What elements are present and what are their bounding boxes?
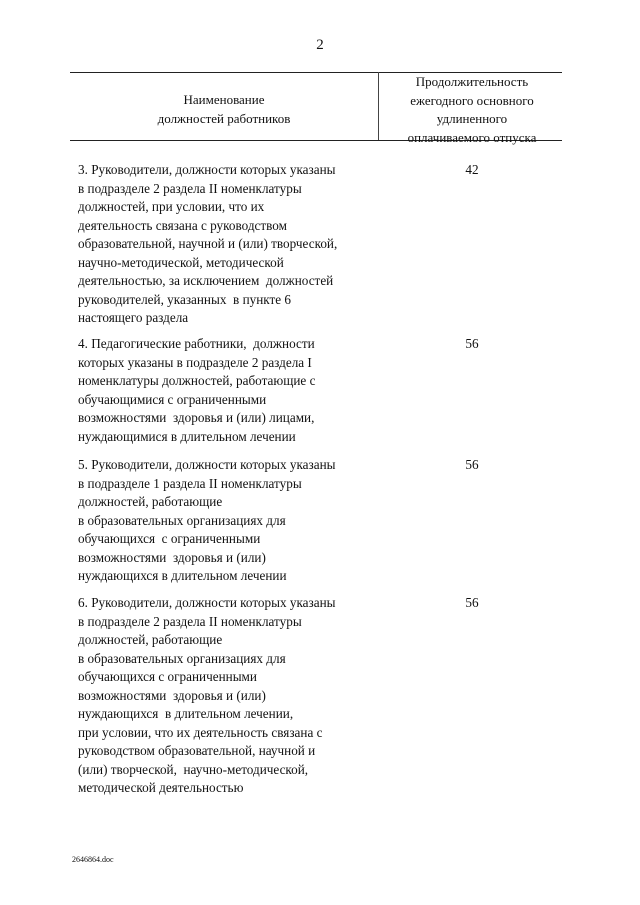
table-row-5-position (78, 456, 378, 586)
row-text-line: методической деятельностью (78, 780, 244, 795)
column-header-duration-line: оплачиваемого отпуска (407, 129, 537, 145)
row-text-line: деятельностью, за исключением должностей (78, 273, 334, 288)
row-text-line: номенклатуры должностей, работающие с (78, 373, 316, 388)
column-header-duration-line: Продолжительность (415, 74, 529, 89)
row-text-line: 5. Руководители, должности которых указаны (78, 457, 336, 472)
row-text-line: должностей, работающие (78, 494, 223, 509)
column-header-position-name (70, 90, 378, 128)
row-text-line: 6. Руководители, должности которых указаны (78, 595, 336, 610)
row-text-line: обучающихся с ограниченными (78, 531, 261, 546)
row-text-line: в подразделе 1 раздела II номенклатуры (78, 475, 302, 491)
row-text-line: образовательной, научной и (или) творческой, (78, 236, 338, 251)
row-text-line: возможностями здоровья и (или) лицами, (78, 410, 315, 425)
table-row-6-days: 56 (465, 595, 479, 610)
row-text-line: которых указаны в подразделе 2 раздела I (78, 354, 312, 370)
row-text-line: нуждающихся в длительном лечении (78, 568, 287, 583)
row-text-line: возможностями здоровья и (или) (78, 687, 266, 703)
row-text-line: настоящего раздела (78, 310, 189, 325)
row-text-line: деятельность связана с руководством (78, 217, 287, 233)
column-header-name-line: Наименование (183, 92, 265, 107)
header-column-divider (378, 72, 379, 140)
column-header-duration-line: ежегодного основного (410, 92, 534, 108)
row-text-line: нуждающимися в длительном лечении (78, 428, 296, 444)
row-text-line: в образовательных организациях для (78, 512, 286, 528)
row-text-line: обучающихся с ограниченными (78, 669, 257, 684)
row-text-line: возможностями здоровья и (или) (78, 549, 266, 565)
row-text-line: обучающимися с ограниченными (78, 391, 267, 407)
table-row-3-position (78, 161, 378, 328)
column-header-name-line: должностей работников (157, 111, 291, 126)
row-text-line: должностей, работающие (78, 632, 223, 647)
row-text-line: должностей, при условии, что их (78, 199, 265, 214)
row-text-line: 3. Руководители, должности которых указаны (78, 162, 336, 177)
column-header-leave-duration (380, 73, 564, 147)
row-text-line: нуждающихся в длительном лечении, (78, 706, 294, 721)
row-text-line: 4. Педагогические работники, должности (78, 336, 315, 351)
row-text-line: (или) творческой, научно-методической, (78, 761, 309, 777)
row-text-line: руководством образовательной, научной и (78, 743, 316, 758)
table-row-4-days: 56 (465, 336, 479, 351)
table-row-6-position (78, 594, 378, 798)
row-text-line: научно-методической, методической (78, 254, 284, 270)
column-header-duration-line: удлиненного (436, 111, 508, 126)
page-number: 2 (316, 37, 324, 53)
row-text-line: при условии, что их деятельность связана с (78, 724, 323, 740)
row-text-line: в образовательных организациях для (78, 650, 286, 666)
table-row-5-days: 56 (465, 457, 479, 472)
table-row-4-position (78, 335, 378, 446)
row-text-line: в подразделе 2 раздела II номенклатуры (78, 613, 302, 629)
row-text-line: руководителей, указанных в пункте 6 (78, 291, 292, 307)
document-file-id: 2646864.doc (72, 855, 114, 864)
table-row-3-days: 42 (465, 162, 479, 177)
row-text-line: в подразделе 2 раздела II номенклатуры (78, 180, 302, 196)
